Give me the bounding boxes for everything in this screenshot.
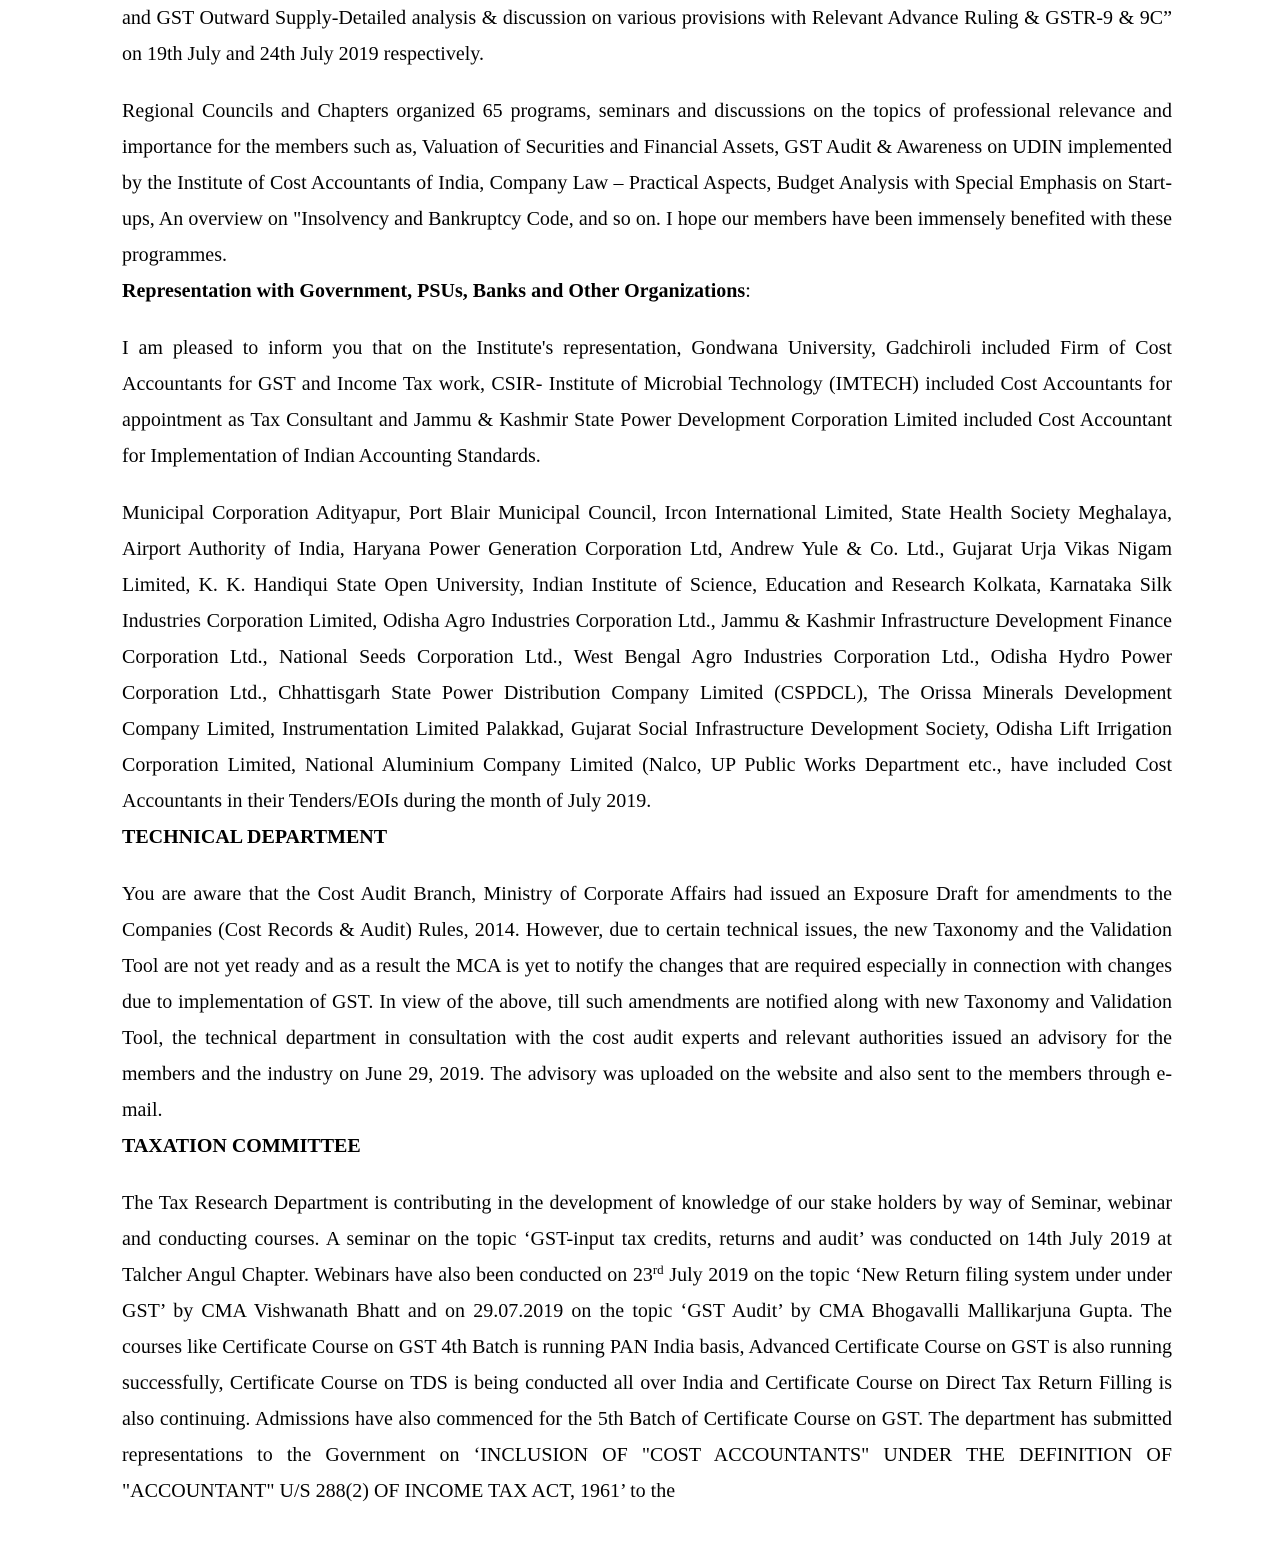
intro-tail-paragraph: and GST Outward Supply-Detailed analysis & discussion on various provisions with Relevant Advance Ruling & GSTR-9 & 9C” on 19th July and 24th July 2019 respectively. (122, 7, 1172, 65)
technical-department-heading: TECHNICAL DEPARTMENT (122, 826, 388, 848)
document-page (122, 0, 1172, 1509)
representation-paragraph-1: I am pleased to inform you that on the Institute's representation, Gondwana University, Gadchiroli included Firm of Cost Accountants for GST and Income Tax work, CSIR- Institute of Microbial Technology (IMTECH) included Cost Accountants for appointment as Tax Consultant and Jammu & Kashmir State Power Development Corporation Limited included Cost Accountant for Implementation of Indian Accounting Standards. (122, 337, 1172, 467)
taxation-committee-paragraph (122, 1185, 1172, 1509)
representation-paragraph-2: Municipal Corporation Adityapur, Port Blair Municipal Council, Ircon International Limited, State Health Society Meghalaya, Airport Authority of India, Haryana Power Generation Corporation Ltd, Andrew Yule & Co. Ltd., Gujarat Urja Vikas Nigam Limited, K. K. Handiqui State Open University, Indian Institute of Science, Education and Research Kolkata, Karnataka Silk Industries Corporation Limited, Odisha Agro Industries Corporation Ltd., Jammu & Kashmir Infrastructure Development Finance Corporation Ltd., National Seeds Corporation Ltd., West Bengal Agro Industries Corporation Ltd., Odisha Hydro Power Corporation Ltd., Chhattisgarh State Power Distribution Company Limited (CSPDCL), The Orissa Minerals Development Company Limited, Instrumentation Limited Palakkad, Gujarat Social Infrastructure Development Society, Odisha Lift Irrigation Corporation Limited, National Aluminium Company Limited (Nalco, UP Public Works Department etc., have included Cost Accountants in their Tenders/EOIs during the month of July 2019. (122, 502, 1172, 812)
regional-programs-paragraph: Regional Councils and Chapters organized 65 programs, seminars and discussions on the topics of professional relevance and importance for the members such as, Valuation of Securities and Financial Assets, GST Audit & Awareness on UDIN implemented by the Institute of Cost Accountants of India, Company Law – Practical Aspects, Budget Analysis with Special Emphasis on Start-ups, An overview on "Insolvency and Bankruptcy Code, and so on. I hope our members have been immensely benefited with these programmes. (122, 100, 1172, 266)
taxation-committee-heading: TAXATION COMMITTEE (122, 1135, 361, 1157)
representation-heading-text: Representation with Government, PSUs, Banks and Other Organizations (122, 280, 746, 302)
ordinal-superscript: rd (652, 1262, 664, 1277)
taxation-text-part-2: July 2019 on the topic ‘New Return filing system under under GST’ by CMA Vishwanath Bhatt and on 29.07.2019 on the topic ‘GST Audit’ by CMA Bhogavalli Mallikarjuna Gupta. The courses like Certificate Course on GST 4th Batch is running PAN India basis, Advanced Certificate Course on GST is also running successfully, Certificate Course on TDS is being conducted all over India and Certificate Course on Direct Tax Return Filling is also continuing. Admissions have also commenced for the 5th Batch of Certificate Course on GST. The department has submitted representations to the Government on ‘INCLUSION OF "COST ACCOUNTANTS" UNDER THE DEFINITION OF "ACCOUNTANT" U/S 288(2) OF INCOME TAX ACT, 1961’ to the (122, 1264, 1172, 1502)
technical-department-paragraph: You are aware that the Cost Audit Branch, Ministry of Corporate Affairs had issued an Exposure Draft for amendments to the Companies (Cost Records & Audit) Rules, 2014. However, due to certain technical issues, the new Taxonomy and the Validation Tool are not yet ready and as a result the MCA is yet to notify the changes that are required especially in connection with changes due to implementation of GST. In view of the above, till such amendments are notified along with new Taxonomy and Validation Tool, the technical department in consultation with the cost audit experts and relevant authorities issued an advisory for the members and the industry on June 29, 2019. The advisory was uploaded on the website and also sent to the members through e-mail. (122, 883, 1172, 1121)
representation-heading (122, 273, 1172, 309)
representation-heading-colon: : (745, 280, 751, 302)
taxation-text-part-1: The Tax Research Department is contributing in the development of knowledge of our stake holders by way of Seminar, webinar and conducting courses. A seminar on the topic ‘GST-input tax credits, returns and audit’ was conducted on 14th July 2019 at Talcher Angul Chapter. Webinars have also been conducted on 23 (122, 1192, 1172, 1286)
